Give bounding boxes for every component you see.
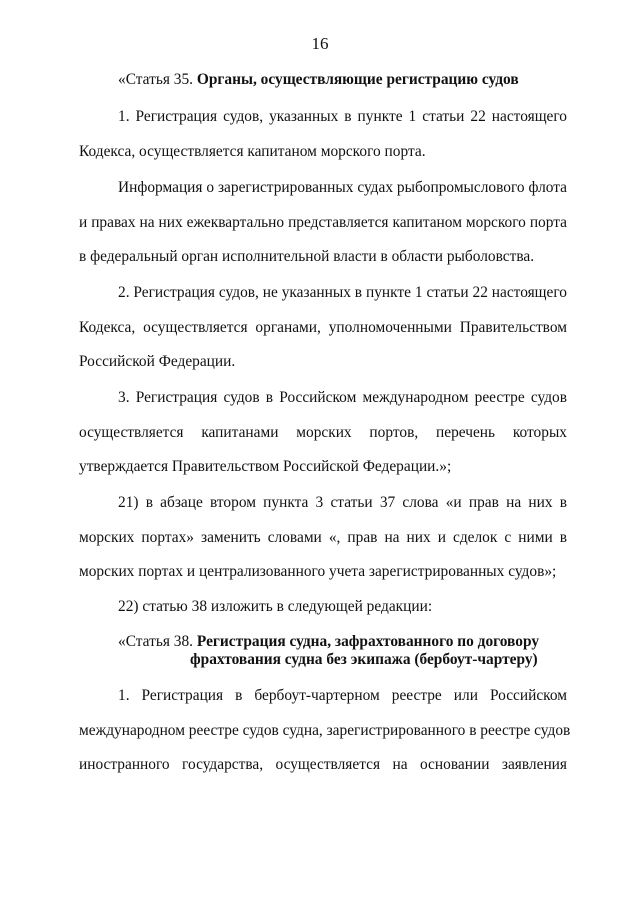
article-35-heading-prefix: «Статья 35. [118, 71, 197, 88]
paragraph-line: 21) в абзаце втором пункта 3 статьи 37 слова «и прав на них в [118, 494, 567, 511]
paragraph-line: и правах на них ежеквартально представляется капитаном морского порта [79, 214, 567, 231]
paragraph-line: международном реестре судов судна, зарегистрированного в реестре судов [79, 722, 571, 739]
paragraph-line: 3. Регистрация судов в Российском международном реестре судов [118, 389, 567, 406]
paragraph-line: иностранного государства, осуществляется на основании заявления [79, 756, 567, 773]
paragraph-line: 2. Регистрация судов, не указанных в пункте 1 статьи 22 настоящего [118, 284, 567, 301]
article-38-heading-prefix: «Статья 38. [118, 633, 197, 650]
article-38-heading-title-1: Регистрация судна, зафрахтованного по договору [196, 633, 540, 650]
paragraph-line: Кодекса, осуществляется органами, уполномоченными Правительством [79, 319, 567, 336]
paragraph-line: утверждается Правительством Российской Федерации.»; [79, 458, 452, 475]
page-number: 16 [311, 34, 329, 53]
paragraph-line: морских портах и централизованного учета зарегистрированных судов»; [79, 563, 557, 580]
paragraph-line: Информация о зарегистрированных судах рыбопромыслового флота [118, 179, 567, 196]
paragraph-line: Кодекса, осуществляется капитаном морского порта. [79, 143, 426, 160]
article-35-heading [118, 71, 606, 89]
paragraph-line: 1. Регистрация в бербоут-чартерном реестре или Российском [118, 687, 567, 704]
paragraph-line: в федеральный орган исполнительной власти в области рыболовства. [79, 248, 535, 265]
article-38-heading [118, 633, 606, 651]
paragraph-line: Российской Федерации. [79, 353, 236, 370]
article-38-heading-title-2: фрахтования судна без экипажа (бербоут-чартеру) [190, 651, 538, 668]
paragraph-line: морских портах» заменить словами «, прав на них и сделок с ними в [79, 529, 567, 546]
paragraph-line: 22) статью 38 изложить в следующей редакции: [118, 598, 433, 615]
article-35-heading-title: Органы, осуществляющие регистрацию судов [196, 71, 519, 88]
paragraph-line: 1. Регистрация судов, указанных в пункте 1 статьи 22 настоящего [118, 108, 567, 125]
paragraph-line: осуществляется капитанами морских портов, перечень которых [79, 424, 567, 441]
